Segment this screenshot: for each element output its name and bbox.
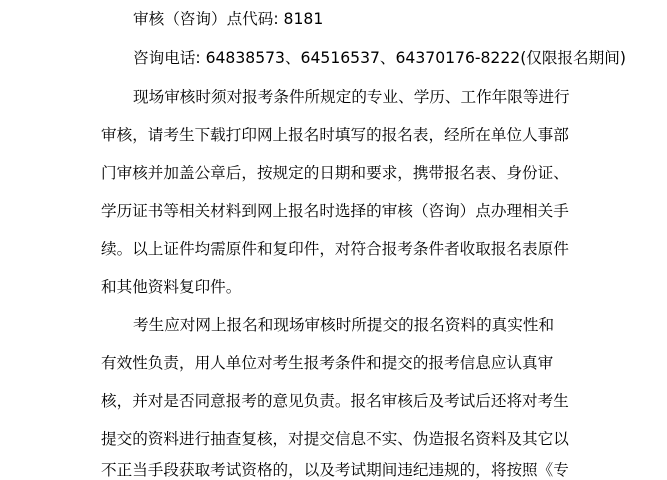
text-line-para2-2: 有效性负责，用人单位对考生报考条件和提交的报考信息应认真审 bbox=[101, 354, 554, 372]
text-line-para1-3: 门审核并加盖公章后，按规定的日期和要求，携带报名表、身份证、 bbox=[101, 164, 569, 182]
text-line-review-code: 审核（咨询）点代码: 8181 bbox=[133, 10, 324, 28]
text-line-para1-2: 审核，请考生下载打印网上报名时填写的报名表，经所在单位人事部 bbox=[101, 126, 569, 144]
text-line-para2-5: 不正当手段获取考试资格的，以及考试期间违纪违规的，将按照《专 bbox=[101, 461, 569, 479]
text-line-para2-4: 提交的资料进行抽查复核，对提交信息不实、伪造报名资料及其它以 bbox=[101, 430, 569, 448]
text-line-para1-4: 学历证书等相关材料到网上报名时选择的审核（咨询）点办理相关手 bbox=[101, 202, 569, 220]
text-line-para1-6: 和其他资料复印件。 bbox=[101, 278, 242, 296]
text-line-para1-5: 续。以上证件均需原件和复印件，对符合报考条件者收取报名表原件 bbox=[101, 240, 569, 258]
text-line-para1-1: 现场审核时须对报考条件所规定的专业、学历、工作年限等进行 bbox=[133, 88, 570, 106]
text-line-para2-3: 核，并对是否同意报考的意见负责。报名审核后及考试后还将对考生 bbox=[101, 392, 569, 410]
text-line-phone: 咨询电话: 64838573、64516537、64370176-8222(仅限报名期间) bbox=[133, 49, 626, 67]
text-line-para2-1: 考生应对网上报名和现场审核时所提交的报名资料的真实性和 bbox=[133, 316, 555, 334]
